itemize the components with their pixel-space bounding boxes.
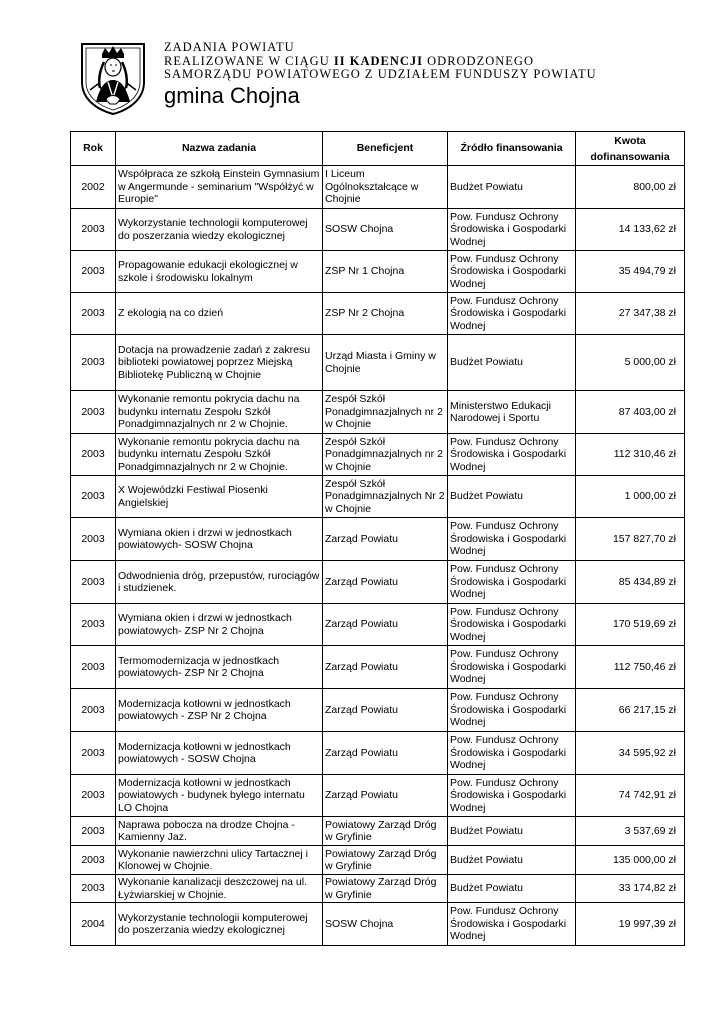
cell-zrodlo: Pow. Fundusz Ochrony Środowiska i Gospodarki Wodnej	[448, 646, 576, 689]
cell-nazwa: Wymiana okien i drzwi w jednostkach powiatowych- SOSW Chojna	[116, 518, 323, 561]
cell-rok: 2003	[71, 875, 116, 903]
cell-kwota: 33 174,82 zł	[576, 875, 685, 903]
cell-zrodlo: Pow. Fundusz Ochrony Środowiska i Gospodarki Wodnej	[448, 434, 576, 476]
cell-beneficjent: Zarząd Powiatu	[323, 604, 448, 646]
cell-beneficjent: SOSW Chojna	[323, 209, 448, 251]
cell-nazwa: Propagowanie edukacji ekologicznej w szkole i środowisku lokalnym	[116, 251, 323, 293]
header-line-2-post: ODRODZONEGO	[423, 53, 534, 68]
cell-rok: 2003	[71, 604, 116, 646]
cell-zrodlo: Pow. Fundusz Ochrony Środowiska i Gospodarki Wodnej	[448, 518, 576, 561]
table-row	[71, 518, 685, 561]
cell-nazwa: Współpraca ze szkołą Einstein Gymnasium w Angermunde - seminarium "Współżyć w Europie"	[116, 166, 323, 209]
cell-nazwa: Odwodnienia dróg, przepustów, rurociągów i studzienek.	[116, 561, 323, 604]
cell-kwota: 112 310,46 zł	[576, 434, 685, 476]
cell-zrodlo: Pow. Fundusz Ochrony Środowiska i Gospodarki Wodnej	[448, 251, 576, 293]
cell-rok: 2003	[71, 476, 116, 518]
cell-rok: 2003	[71, 775, 116, 817]
col-header-kwota: Kwota dofinansowania	[576, 132, 685, 166]
header-line-1: ZADANIA POWIATU	[164, 40, 295, 54]
col-header-zrodlo: Źródło finansowania	[448, 132, 576, 166]
cell-kwota: 74 742,91 zł	[576, 775, 685, 817]
cell-kwota: 14 133,62 zł	[576, 209, 685, 251]
table-row	[71, 604, 685, 646]
table-row	[71, 251, 685, 293]
cell-kwota: 1 000,00 zł	[576, 476, 685, 518]
cell-kwota: 170 519,69 zł	[576, 604, 685, 646]
cell-zrodlo: Budżet Powiatu	[448, 817, 576, 846]
cell-rok: 2003	[71, 732, 116, 775]
cell-nazwa: Wymiana okien i drzwi w jednostkach powiatowych- ZSP Nr 2 Chojna	[116, 604, 323, 646]
cell-beneficjent: SOSW Chojna	[323, 903, 448, 946]
header-line-2-pre: REALIZOWANE W CIĄGU	[164, 53, 334, 68]
cell-rok: 2003	[71, 335, 116, 391]
cell-zrodlo: Budżet Powiatu	[448, 166, 576, 209]
cell-beneficjent: Zespół Szkół Ponadgimnazjalnych nr 2 w Chojnie	[323, 391, 448, 434]
cell-beneficjent: Zarząd Powiatu	[323, 646, 448, 689]
cell-rok: 2003	[71, 391, 116, 434]
cell-zrodlo: Budżet Powiatu	[448, 846, 576, 875]
cell-zrodlo: Budżet Powiatu	[448, 875, 576, 903]
cell-beneficjent: Zarząd Powiatu	[323, 775, 448, 817]
cell-beneficjent: I Liceum Ogólnokształcące w Chojnie	[323, 166, 448, 209]
cell-rok: 2003	[71, 817, 116, 846]
cell-kwota: 35 494,79 zł	[576, 251, 685, 293]
table-row	[71, 903, 685, 946]
cell-rok: 2003	[71, 561, 116, 604]
table-row	[71, 561, 685, 604]
cell-nazwa: Modernizacja kotłowni w jednostkach powiatowych - ZSP Nr 2 Chojna	[116, 689, 323, 732]
col-header-nazwa: Nazwa zadania	[116, 132, 323, 166]
cell-beneficjent: Zarząd Powiatu	[323, 561, 448, 604]
cell-nazwa: Naprawa pobocza na drodze Chojna - Kamienny Jaz.	[116, 817, 323, 846]
cell-kwota: 87 403,00 zł	[576, 391, 685, 434]
cell-beneficjent: Powiatowy Zarząd Dróg w Gryfinie	[323, 846, 448, 875]
table-row	[71, 875, 685, 903]
cell-kwota: 5 000,00 zł	[576, 335, 685, 391]
table-body	[71, 166, 685, 946]
cell-rok: 2003	[71, 251, 116, 293]
cell-rok: 2003	[71, 846, 116, 875]
cell-zrodlo: Pow. Fundusz Ochrony Środowiska i Gospodarki Wodnej	[448, 604, 576, 646]
cell-zrodlo: Pow. Fundusz Ochrony Środowiska i Gospodarki Wodnej	[448, 561, 576, 604]
cell-beneficjent: Zespół Szkół Ponadgimnazjalnych Nr 2 w Chojnie	[323, 476, 448, 518]
cell-beneficjent: Powiatowy Zarząd Dróg w Gryfinie	[323, 875, 448, 903]
cell-rok: 2003	[71, 293, 116, 335]
cell-beneficjent: Zarząd Powiatu	[323, 689, 448, 732]
cell-kwota: 85 434,89 zł	[576, 561, 685, 604]
cell-nazwa: Dotacja na prowadzenie zadań z zakresu biblioteki powiatowej poprzez Miejską Bibliotekę Publiczną w Chojnie	[116, 335, 323, 391]
header-line-2	[164, 55, 597, 69]
cell-nazwa: Modernizacja kotłowni w jednostkach powiatowych - budynek byłego internatu LO Chojna	[116, 775, 323, 817]
cell-nazwa: Termomodernizacja w jednostkach powiatowych- ZSP Nr 2 Chojna	[116, 646, 323, 689]
cell-beneficjent: Urząd Miasta i Gminy w Chojnie	[323, 335, 448, 391]
cell-zrodlo: Ministerstwo Edukacji Narodowej i Sportu	[448, 391, 576, 434]
cell-rok: 2003	[71, 434, 116, 476]
cell-kwota: 112 750,46 zł	[576, 646, 685, 689]
header-line-3: SAMORZĄDU POWIATOWEGO Z UDZIAŁEM FUNDUSZY POWIATU	[164, 67, 597, 81]
table-row	[71, 732, 685, 775]
table-row	[71, 846, 685, 875]
cell-nazwa: Wykonanie remontu pokrycia dachu na budynku internatu Zespołu Szkół Ponadgimnazjalnych nr 2 w Chojnie.	[116, 391, 323, 434]
cell-kwota: 800,00 zł	[576, 166, 685, 209]
col-header-rok: Rok	[71, 132, 116, 166]
cell-kwota: 27 347,38 zł	[576, 293, 685, 335]
cell-beneficjent: Powiatowy Zarząd Dróg w Gryfinie	[323, 817, 448, 846]
cell-rok: 2002	[71, 166, 116, 209]
table-row	[71, 293, 685, 335]
cell-zrodlo: Pow. Fundusz Ochrony Środowiska i Gospodarki Wodnej	[448, 903, 576, 946]
table-header-row	[71, 132, 685, 166]
header-text	[164, 41, 597, 109]
cell-kwota: 3 537,69 zł	[576, 817, 685, 846]
table-row	[71, 391, 685, 434]
table-row	[71, 209, 685, 251]
cell-nazwa: Wykonanie kanalizacji deszczowej na ul. Łyżwiarskiej w Chojnie.	[116, 875, 323, 903]
cell-rok: 2003	[71, 518, 116, 561]
cell-nazwa: Z ekologią na co dzień	[116, 293, 323, 335]
table-row	[71, 434, 685, 476]
cell-nazwa: Wykorzystanie technologii komputerowej do poszerzania wiedzy ekologicznej	[116, 903, 323, 946]
cell-kwota: 34 595,92 zł	[576, 732, 685, 775]
page-header	[70, 36, 630, 116]
cell-rok: 2003	[71, 209, 116, 251]
cell-kwota: 157 827,70 zł	[576, 518, 685, 561]
cell-kwota: 19 997,39 zł	[576, 903, 685, 946]
cell-zrodlo: Pow. Fundusz Ochrony Środowiska i Gospodarki Wodnej	[448, 732, 576, 775]
table-row	[71, 166, 685, 209]
cell-nazwa: Wykonanie remontu pokrycia dachu na budynku internatu Zespołu Szkół Ponadgimnazjalnych nr 2 w Chojnie.	[116, 434, 323, 476]
col-header-beneficjent: Beneficjent	[323, 132, 448, 166]
cell-nazwa: Modernizacja kotłowni w jednostkach powiatowych - SOSW Chojna	[116, 732, 323, 775]
cell-zrodlo: Pow. Fundusz Ochrony Środowiska i Gospodarki Wodnej	[448, 775, 576, 817]
coat-of-arms-icon	[78, 40, 148, 116]
gmina-title: gmina Chojna	[164, 82, 300, 108]
cell-beneficjent: Zarząd Powiatu	[323, 518, 448, 561]
table-row	[71, 817, 685, 846]
cell-kwota: 135 000,00 zł	[576, 846, 685, 875]
table-row	[71, 646, 685, 689]
cell-nazwa: Wykorzystanie technologii komputerowej do poszerzania wiedzy ekologicznej	[116, 209, 323, 251]
table-row	[71, 335, 685, 391]
cell-zrodlo: Pow. Fundusz Ochrony Środowiska i Gospodarki Wodnej	[448, 689, 576, 732]
cell-beneficjent: Zespół Szkół Ponadgimnazjalnych nr 2 w Chojnie	[323, 434, 448, 476]
header-line-2-bold: II KADENCJI	[333, 53, 424, 68]
cell-beneficjent: ZSP Nr 1 Chojna	[323, 251, 448, 293]
cell-beneficjent: ZSP Nr 2 Chojna	[323, 293, 448, 335]
cell-rok: 2003	[71, 646, 116, 689]
cell-rok: 2004	[71, 903, 116, 946]
table-row	[71, 689, 685, 732]
cell-rok: 2003	[71, 689, 116, 732]
table-row	[71, 476, 685, 518]
tasks-table	[70, 131, 685, 946]
cell-zrodlo: Budżet Powiatu	[448, 476, 576, 518]
cell-nazwa: Wykonanie nawierzchni ulicy Tartacznej i Klonowej w Chojnie.	[116, 846, 323, 875]
cell-zrodlo: Pow. Fundusz Ochrony Środowiska i Gospodarki Wodnej	[448, 293, 576, 335]
cell-zrodlo: Budżet Powiatu	[448, 335, 576, 391]
cell-zrodlo: Pow. Fundusz Ochrony Środowiska i Gospodarki Wodnej	[448, 209, 576, 251]
cell-kwota: 66 217,15 zł	[576, 689, 685, 732]
cell-beneficjent: Zarząd Powiatu	[323, 732, 448, 775]
cell-nazwa: X Wojewódzki Festiwal Piosenki Angielskiej	[116, 476, 323, 518]
table-row	[71, 775, 685, 817]
